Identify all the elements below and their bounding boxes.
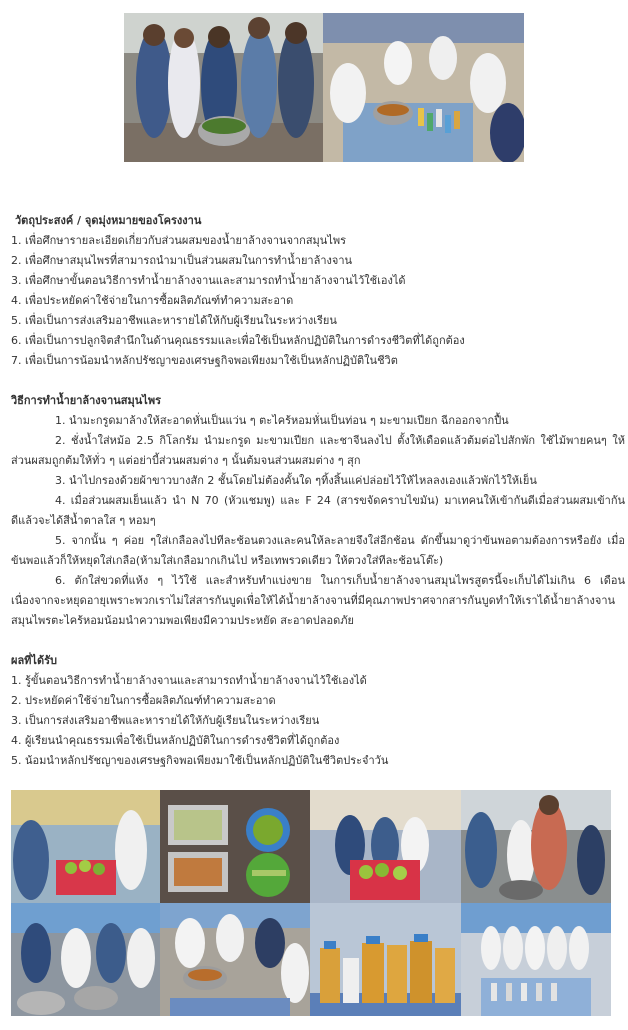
objectives-title: วัตถุประสงค์ / จุดมุ่งหมายของโครงงาน — [15, 214, 202, 227]
results-title: ผลที่ได้รับ — [11, 654, 58, 667]
objective-item: 4. เพื่อประหยัดค่าใช้จ่ายในการซื้อผลิตภัณฑ์ทำความสะอาด — [11, 294, 294, 307]
method-title: วิธีการทำน้ำยาล้างจานสมุนไพร — [11, 394, 161, 407]
objective-item: 3. เพื่อศึกษาขั้นตอนวิธีการทำน้ำยาล้างจานและสามารถทำน้ำยาล้างจานไว้ใช้เองได้ — [11, 274, 406, 287]
method-step: 1. นำมะกรูดมาล้างให้สะอาดหั่นเป็นแว่น ๆ ตะไคร้หอมหั่นเป็นท่อน ๆ มะขามเปียก ฉีกออกจากปื้น — [55, 414, 509, 427]
grid-photo-group-with-products — [461, 903, 611, 1016]
method-step: 2. ชั่งน้ำใส่หม้อ 2.5 กิโลกรัม นำมะกรูด มะขามเปียก และชาจีนลงไป ตั้งให้เดือดแล้วต้มต่อไปสักพัก ใช้ไม้พายคนๆ ให้ส่วนผสมถูกต้มให้ทั่ว ๆ แต่อย่าบี้ส่วนผสมต่าง ๆ นั้นต้มจนส่วนผสมต่าง ๆ สุก — [11, 434, 625, 467]
grid-photo-students-pots — [11, 903, 160, 1016]
method-step: 4. เมื่อส่วนผสมเย็นแล้ว นำ N 70 (หัวแชมพู) และ F 24 (สารขจัดคราบไขมัน) มาเทคนให้เข้ากันดีเมื่อส่วนผสมเข้ากันดีแล้วจะได้สีน้ำตาลใส ๆ หอมๆ — [11, 494, 625, 527]
result-item: 4. ผู้เรียนนำคุณธรรมเพื่อใช้เป็นหลักปฏิบัติในการดำรงชีวิตที่ได้ถูกต้อง — [11, 734, 340, 747]
objective-item: 7. เพื่อเป็นการน้อมนำหลักปรัชญาของเศรษฐกิจพอเพียงมาใช้เป็นหลักปฏิบัติในชีวิต — [11, 354, 398, 367]
method-section — [11, 391, 625, 631]
result-item: 1. รู้ขั้นตอนวิธีการทำน้ำยาล้างจานและสามารถทำน้ำยาล้างจานไว้ใช้เองได้ — [11, 674, 367, 687]
objectives-section — [11, 211, 625, 371]
method-step: 6. ตักใส่ขวดที่แห้ง ๆ ไว้ใช้ และสำหรับทำแบ่งขาย ในการเก็บน้ำยาล้างจานสมุนไพรสูตรนี้จะเก็บได้ไม่เกิน 6 เดือน เนื่องจากจะหยุดอายุเพราะพวกเราไม่ใส่สารกันบูดเพื่อให้ได้น้ำยาล้างจานที่มีคุณภาพปราศจากสารกันบูดทำให้เราได้น้ำยาล้างจานสมุนไพรตะไคร้หอมน้อมนำความพอเพียงมีความประหยัด สะอาดปลอดภัย — [11, 574, 625, 627]
grid-photo-teacher-cooking — [461, 790, 611, 903]
top-photo-students-bottles — [323, 13, 524, 162]
objective-item: 6. เพื่อเป็นการปลูกจิตสำนึกในด้านคุณธรรมและเพื่อใช้เป็นหลักปฏิบัติในการดำรงชีวิตที่ได้ถูกต้อง — [11, 334, 465, 347]
result-item: 5. น้อมนำหลักปรัชญาของเศรษฐกิจพอเพียงมาใช้เป็นหลักปฏิบัติในชีวิตประจำวัน — [11, 754, 389, 767]
grid-photo-ingredients-trays — [160, 790, 310, 903]
grid-photo-students-basket — [310, 790, 461, 903]
results-section — [11, 651, 625, 771]
top-photo-students-with-pot — [124, 13, 323, 162]
method-step: 3. นำไปกรองด้วยผ้าขาวบางสัก 2 ชั้นโดยไม่ต้องคั้นใด ๆทิ้งสิ้นแค่ปล่อยไว้ให้ไหลลงเองแล้วพักไว้ให้เย็น — [55, 474, 537, 487]
objective-item: 5. เพื่อเป็นการส่งเสริมอาชีพและหารายได้ให้กับผู้เรียนในระหว่างเรียน — [11, 314, 337, 327]
objective-item: 2. เพื่อศึกษาสมุนไพรที่สามารถนำมาเป็นส่วนผสมในการทำน้ำยาล้างจาน — [11, 254, 353, 267]
grid-photo-filled-bottles — [310, 903, 461, 1016]
grid-photo-limes-basket — [11, 790, 160, 903]
result-item: 2. ประหยัดค่าใช้จ่ายในการซื้อผลิตภัณฑ์ทำความสะอาด — [11, 694, 276, 707]
grid-photo-students-mixing — [160, 903, 310, 1016]
result-item: 3. เป็นการส่งเสริมอาชีพและหารายได้ให้กับผู้เรียนในระหว่างเรียน — [11, 714, 320, 727]
method-step: 5. จากนั้น ๆ ค่อย ๆใส่เกลือลงไปทีละช้อนตวงและคนให้ละลายจึงใส่อีกช้อน ดักขึ้นมาดูว่าข้นพอตามต้องการหรือยัง เมื่อข้นพอแล้วก็ให้หยุดใส่เกลือ(ห้ามใส่เกลือมากเกินไป หรือเทพรวดเดียว ให้ตวงใส่ทีละช้อนโต๊ะ) — [11, 534, 625, 567]
objective-item: 1. เพื่อศึกษารายละเอียดเกี่ยวกับส่วนผสมของน้ำยาล้างจานจากสมุนไพร — [11, 234, 347, 247]
